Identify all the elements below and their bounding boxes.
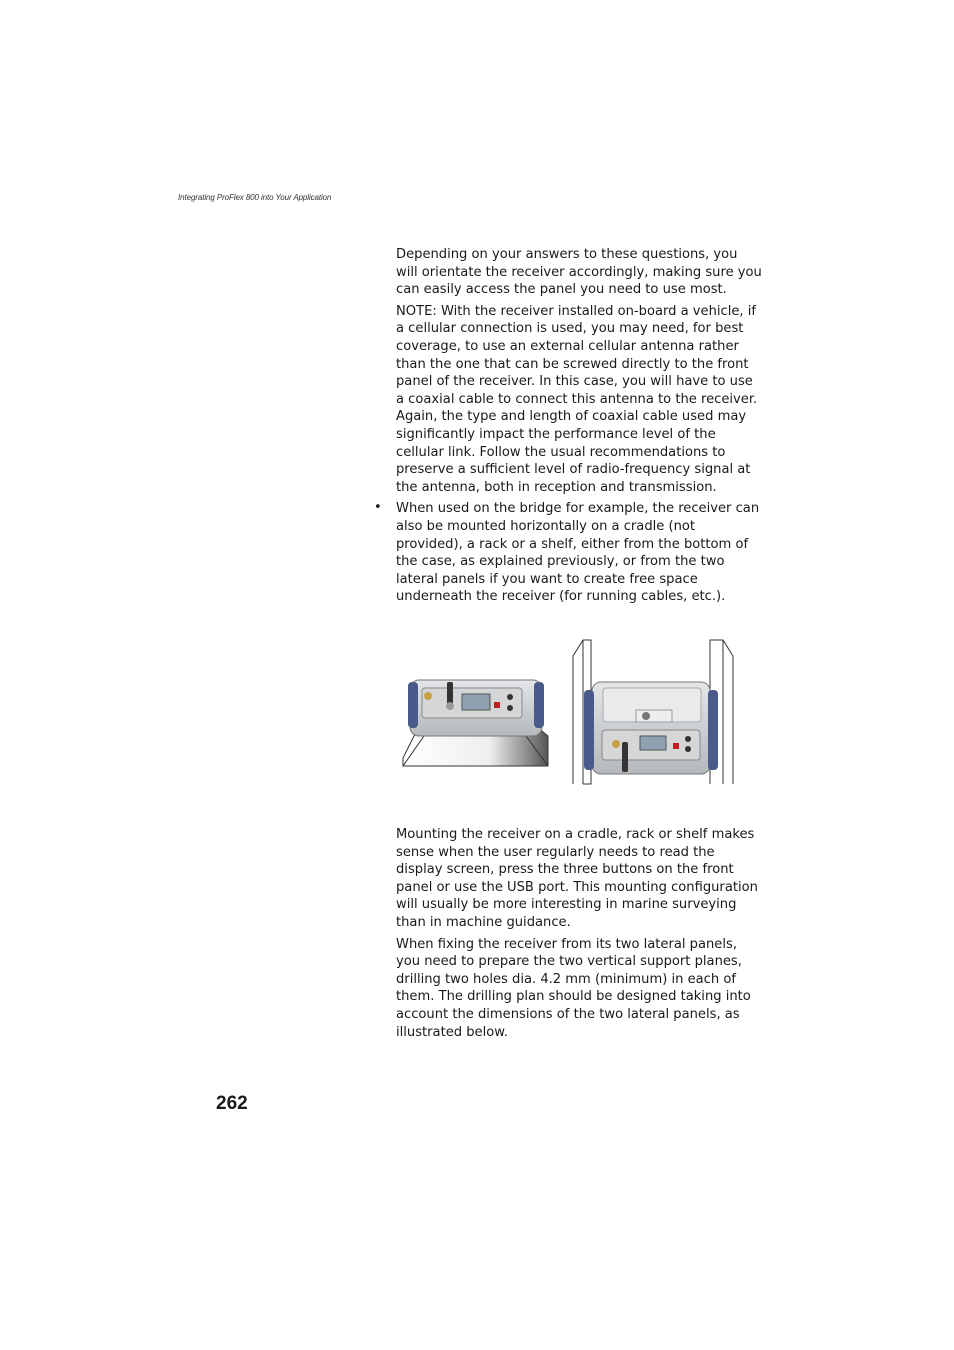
lateral-fixing-paragraph: When fixing the receiver from its two lateral panels, you need to prepare the two vertical support planes, drilling two holes dia. 4.2 mm (minimum) in each of them. The drilling plan should be designed taking into account the dimensions of the two lateral panels, as illustrated below. (396, 936, 751, 1040)
intro-paragraph: Depending on your answers to these questions, you will orientate the receiver accordingly, making sure you can easily access the panel you need to use most. (396, 247, 762, 298)
text-block-bottom (396, 826, 762, 1045)
bullet-marker: • (374, 500, 382, 515)
note-paragraph: NOTE: With the receiver installed on-board a vehicle, if a cellular connection is used, you may need, for best coverage, to use an external cellular antenna rather than the one that can be screwed directly to the front panel of the receiver. In this case, you will have to use a coaxial cable to connect this antenna to the receiver. Again, the type and length of coaxial cable used may significantly impact the performance level of the cellular link. Follow the usual recommendations to preserve a sufficient level of radio-frequency signal at the antenna, both in reception and transmission. (396, 303, 758, 495)
page-number: 262 (216, 1093, 248, 1114)
mounting-illustration (398, 636, 738, 786)
bullet-text: When used on the bridge for example, the receiver can also be mounted horizontally on a cradle (not provided), a rack or a shelf, either from the bottom of the case, as explained previously, or from the two lateral panels if you want to create free space underneath the receiver (for running cables, etc.). (396, 501, 760, 605)
receiver-on-cradle (403, 680, 548, 766)
running-header: Integrating ProFlex 800 into Your Application (178, 193, 332, 202)
receiver-lateral-mount (573, 640, 733, 784)
cradle-paragraph: Mounting the receiver on a cradle, rack or shelf makes sense when the user regularly needs to read the display screen, press the three buttons on the front panel or use the USB port. This mounting configuration will usually be more interesting in marine surveying than in machine guidance. (396, 827, 758, 930)
text-block-top (396, 246, 762, 610)
